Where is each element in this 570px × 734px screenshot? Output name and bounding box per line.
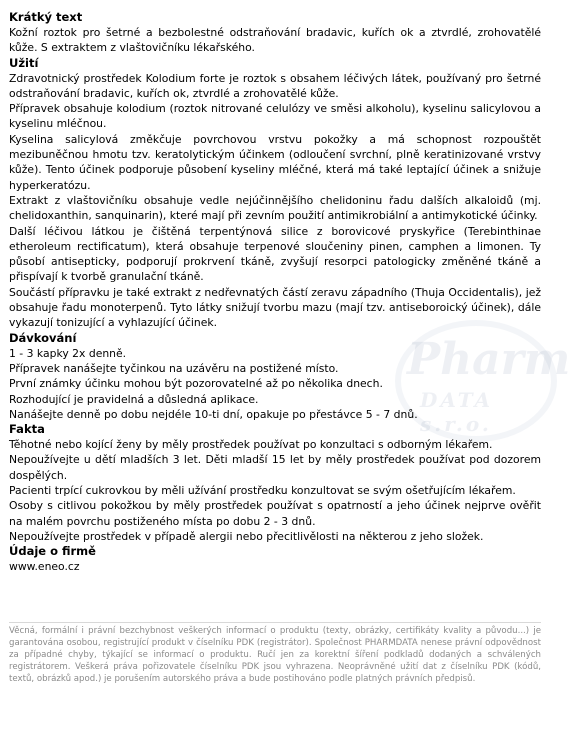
dosage-paragraph: První známky účinku mohou být pozorovatelné až po několika dnech. (9, 377, 383, 391)
heading-usage: Užití (9, 55, 39, 70)
facts-paragraph: Pacienti trpící cukrovkou by měli užívání prostředku konzultovat se svým ošetřujícím lékařem. (9, 484, 516, 498)
usage-paragraph: Extrakt z vlaštovičníku obsahuje vedle nejúčinnějšího chelidoninu řadu dalších alkaloidů (mj. chelidoxanthin, sanquinarin), které mají při zevním použití antimikrobiální a antimykotické účinky. (9, 193, 541, 223)
section-dosage (9, 331, 541, 422)
heading-company: Údaje o firmě (9, 544, 96, 559)
watermark-text-1: Pharm (407, 334, 570, 385)
usage-paragraph: Kyselina salicylová změkčuje povrchovou vrstvu pokožky a má schopnost rozpouštět mezibuněčnou hmotu tzv. keratolytickým účinkem (odloučení svrchní, plně keratinizované vrstvy kůže). Tento účinek podporuje působení kyseliny mléčné, která má také leptající účinek a snižuje hyperkeratózu. (9, 132, 541, 192)
short-text-paragraph: Kožní roztok pro šetrné a bezbolestné odstraňování bradavic, kuřích ok a ztvrdlé, zrohovatělé kůže. S extraktem z vlaštovičníku lékařského. (9, 26, 541, 55)
facts-paragraph: Těhotné nebo kojící ženy by měly prostředek používat po konzultaci s odborným lékařem. (9, 438, 493, 452)
company-website: www.eneo.cz (9, 560, 80, 574)
disclaimer-text: Věcná, formální i právní bezchybnost veškerých informací o produktu (texty, obrázky, certifikáty kvality a původu...) je garantována osobou, registrující produkt v číselníku PDK (registrátor). Společnost PHARMDATA nenese právní odpovědnost za případné chyby, týkající se informací o produktu. Ručí jen za korektní šíření podkladů dodaných a schválených registrátorem. Veškerá práva pořizovatele číselníku PDK jsou vyhrazena. Neoprávněné užití dat z číselníku PDK (kódů, textů, obrázků apod.) je porušením autorského práva a bude postihováno podle platných právních předpisů. (9, 626, 541, 685)
dosage-paragraph: Přípravek nanášejte tyčinkou na uzávěru na postižené místo. (9, 361, 339, 375)
facts-paragraph: Osoby s citlivou pokožkou by měly prostředek používat s opatrností a jeho účinek nejprve ověřit na malém povrchu postiženého místa po dobu 2 - 3 dnů. (9, 499, 541, 528)
facts-paragraph: Nepoužívejte prostředek v případě alergii nebo přecitlivělosti na některou z jeho složek. (9, 529, 484, 543)
dosage-paragraph: Nanášejte denně po dobu nejdéle 10-ti dní, opakuje po přestávce 5 - 7 dnů. (9, 407, 418, 421)
usage-paragraph: Součástí přípravku je také extrakt z nedřevnatých částí zeravu západního (Thuja Occidentalis), jež obsahuje řadu monoterpenů. Tyto látky snižují tvorbu mazu (mají tzv. antiseboroický účinek), dále vykazují tonizující a vyhlazující účinek. (9, 285, 541, 330)
usage-paragraph: Přípravek obsahuje kolodium (roztok nitrované celulózy ve směsi alkoholu), kyselinu salicylovou a kyselinu mléčnou. (9, 102, 541, 131)
section-company (9, 544, 541, 574)
watermark-text-2: DATA s.r.o. (420, 388, 494, 436)
facts-paragraph: Nepoužívejte u dětí mladších 3 let. Děti mladší 15 let by měly prostředek používat pod dozorem dospělých. (9, 453, 541, 482)
section-usage (9, 56, 541, 331)
dosage-paragraph: Rozhodující je pravidelná a důsledná aplikace. (9, 392, 259, 406)
dosage-paragraph: 1 - 3 kapky 2x denně. (9, 346, 127, 360)
section-short-text (9, 10, 541, 56)
usage-paragraph: Zdravotnický prostředek Kolodium forte je roztok s obsahem léčivých látek, používaný pro šetrné odstraňování bradavic, kuřích ok, ztvrdlé a zrohovatělé kůže. (9, 71, 541, 100)
usage-paragraph: Další léčivou látkou je čištěná terpentýnová silice z borovicové pryskyřice (Terebinthinae etheroleum rectificatum), která obsahuje terpenové sloučeniny pinen, camphen a limonen. Ty působí antisepticky, podporují prokrvení tkáně, zvyšují resorpci patologicky změněné tkáně a přispívají k tvorbě granulační tkáně. (9, 224, 541, 284)
heading-facts: Fakta (9, 422, 45, 437)
heading-dosage: Dávkování (9, 330, 77, 345)
heading-short-text: Krátký text (9, 10, 83, 24)
section-facts (9, 422, 541, 544)
legal-disclaimer (9, 622, 541, 685)
